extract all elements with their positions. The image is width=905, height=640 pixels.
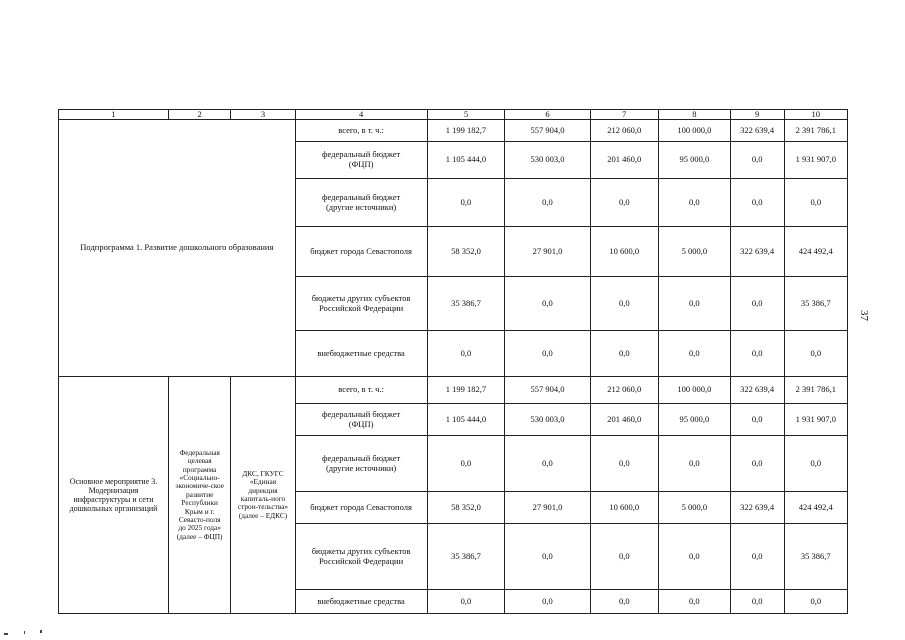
table-row <box>59 120 848 142</box>
value-cell: 1 199 182,7 <box>427 377 505 404</box>
value-cell: 0,0 <box>590 277 659 331</box>
page-number: 37 <box>858 310 870 321</box>
value-cell: 58 352,0 <box>427 492 505 524</box>
value-cell: 5 000,0 <box>659 492 731 524</box>
value-cell: 322 639,4 <box>730 120 784 142</box>
value-cell: 530 003,0 <box>505 142 590 179</box>
value-cell: 35 386,7 <box>784 277 847 331</box>
value-cell: 0,0 <box>659 590 731 614</box>
value-cell: 0,0 <box>784 590 847 614</box>
funding-source: бюджеты других субъектов Российской Федерации <box>295 524 427 590</box>
col-header: 4 <box>295 110 427 120</box>
funding-source: внебюджетные средства <box>295 590 427 614</box>
subprogram-name: Подпрограмма 1. Развитие дошкольного образования <box>59 120 296 377</box>
executor-name: ДКС, ГКУГС «Единая дирекция капиталь-ного строи-тельства» (далее – ЕДКС) <box>231 377 295 614</box>
value-cell: 212 060,0 <box>590 377 659 404</box>
value-cell: 100 000,0 <box>659 377 731 404</box>
value-cell: 0,0 <box>505 436 590 492</box>
funding-source: всего, в т. ч.: <box>295 377 427 404</box>
value-cell: 27 901,0 <box>505 227 590 277</box>
funding-source: федеральный бюджет (ФЦП) <box>295 142 427 179</box>
value-cell: 95 000,0 <box>659 142 731 179</box>
value-cell: 35 386,7 <box>784 524 847 590</box>
value-cell: 0,0 <box>730 590 784 614</box>
value-cell: 424 492,4 <box>784 492 847 524</box>
value-cell: 1 199 182,7 <box>427 120 505 142</box>
value-cell: 2 391 786,1 <box>784 377 847 404</box>
value-cell: 0,0 <box>730 436 784 492</box>
value-cell: 0,0 <box>659 277 731 331</box>
value-cell: 27 901,0 <box>505 492 590 524</box>
value-cell: 10 600,0 <box>590 492 659 524</box>
program-name: Федеральная целевая программа «Социально-экономиче-ское развитие Республики Крым и г. Севасто-поля до 2025 года» (далее – ФЦП) <box>169 377 231 614</box>
value-cell: 0,0 <box>730 331 784 377</box>
funding-source: бюджет города Севастополя <box>295 227 427 277</box>
value-cell: 201 460,0 <box>590 404 659 436</box>
value-cell: 35 386,7 <box>427 277 505 331</box>
funding-source: федеральный бюджет (другие источники) <box>295 179 427 227</box>
value-cell: 58 352,0 <box>427 227 505 277</box>
value-cell: 35 386,7 <box>427 524 505 590</box>
col-header: 6 <box>505 110 590 120</box>
value-cell: 557 904,0 <box>505 120 590 142</box>
value-cell: 0,0 <box>590 590 659 614</box>
col-header: 2 <box>169 110 231 120</box>
value-cell: 1 105 444,0 <box>427 404 505 436</box>
value-cell: 1 931 907,0 <box>784 142 847 179</box>
value-cell: 0,0 <box>730 404 784 436</box>
col-header: 9 <box>730 110 784 120</box>
scan-speck <box>24 631 25 634</box>
value-cell: 0,0 <box>505 331 590 377</box>
value-cell: 0,0 <box>590 436 659 492</box>
value-cell: 0,0 <box>659 524 731 590</box>
funding-source: бюджет города Севастополя <box>295 492 427 524</box>
value-cell: 0,0 <box>590 331 659 377</box>
col-header: 3 <box>231 110 295 120</box>
value-cell: 10 600,0 <box>590 227 659 277</box>
value-cell: 100 000,0 <box>659 120 731 142</box>
header-row <box>59 110 848 120</box>
value-cell: 1 931 907,0 <box>784 404 847 436</box>
value-cell: 0,0 <box>505 277 590 331</box>
value-cell: 0,0 <box>427 331 505 377</box>
value-cell: 530 003,0 <box>505 404 590 436</box>
scan-speck <box>4 633 8 635</box>
funding-source: всего, в т. ч.: <box>295 120 427 142</box>
value-cell: 0,0 <box>505 590 590 614</box>
value-cell: 1 105 444,0 <box>427 142 505 179</box>
value-cell: 5 000,0 <box>659 227 731 277</box>
budget-table <box>58 109 848 614</box>
col-header: 7 <box>590 110 659 120</box>
value-cell: 322 639,4 <box>730 377 784 404</box>
value-cell: 0,0 <box>505 179 590 227</box>
value-cell: 0,0 <box>590 524 659 590</box>
value-cell: 0,0 <box>505 524 590 590</box>
value-cell: 0,0 <box>659 436 731 492</box>
activity-name: Основное мероприятие 3. Модернизация инфраструктуры и сети дошкольных организаций <box>59 377 169 614</box>
value-cell: 0,0 <box>730 524 784 590</box>
value-cell: 557 904,0 <box>505 377 590 404</box>
col-header: 10 <box>784 110 847 120</box>
col-header: 5 <box>427 110 505 120</box>
value-cell: 0,0 <box>784 179 847 227</box>
value-cell: 95 000,0 <box>659 404 731 436</box>
value-cell: 0,0 <box>590 179 659 227</box>
col-header: 1 <box>59 110 169 120</box>
table-row <box>59 377 848 404</box>
value-cell: 0,0 <box>784 331 847 377</box>
value-cell: 0,0 <box>730 277 784 331</box>
value-cell: 212 060,0 <box>590 120 659 142</box>
value-cell: 322 639,4 <box>730 492 784 524</box>
value-cell: 201 460,0 <box>590 142 659 179</box>
value-cell: 0,0 <box>730 179 784 227</box>
value-cell: 0,0 <box>427 436 505 492</box>
value-cell: 0,0 <box>427 590 505 614</box>
value-cell: 0,0 <box>659 179 731 227</box>
value-cell: 2 391 786,1 <box>784 120 847 142</box>
value-cell: 0,0 <box>784 436 847 492</box>
value-cell: 322 639,4 <box>730 227 784 277</box>
col-header: 8 <box>659 110 731 120</box>
funding-source: федеральный бюджет (другие источники) <box>295 436 427 492</box>
funding-source: федеральный бюджет (ФЦП) <box>295 404 427 436</box>
value-cell: 0,0 <box>730 142 784 179</box>
scan-speck <box>40 630 42 633</box>
value-cell: 0,0 <box>427 179 505 227</box>
value-cell: 0,0 <box>659 331 731 377</box>
funding-source: бюджеты других субъектов Российской Федерации <box>295 277 427 331</box>
value-cell: 424 492,4 <box>784 227 847 277</box>
funding-source: внебюджетные средства <box>295 331 427 377</box>
